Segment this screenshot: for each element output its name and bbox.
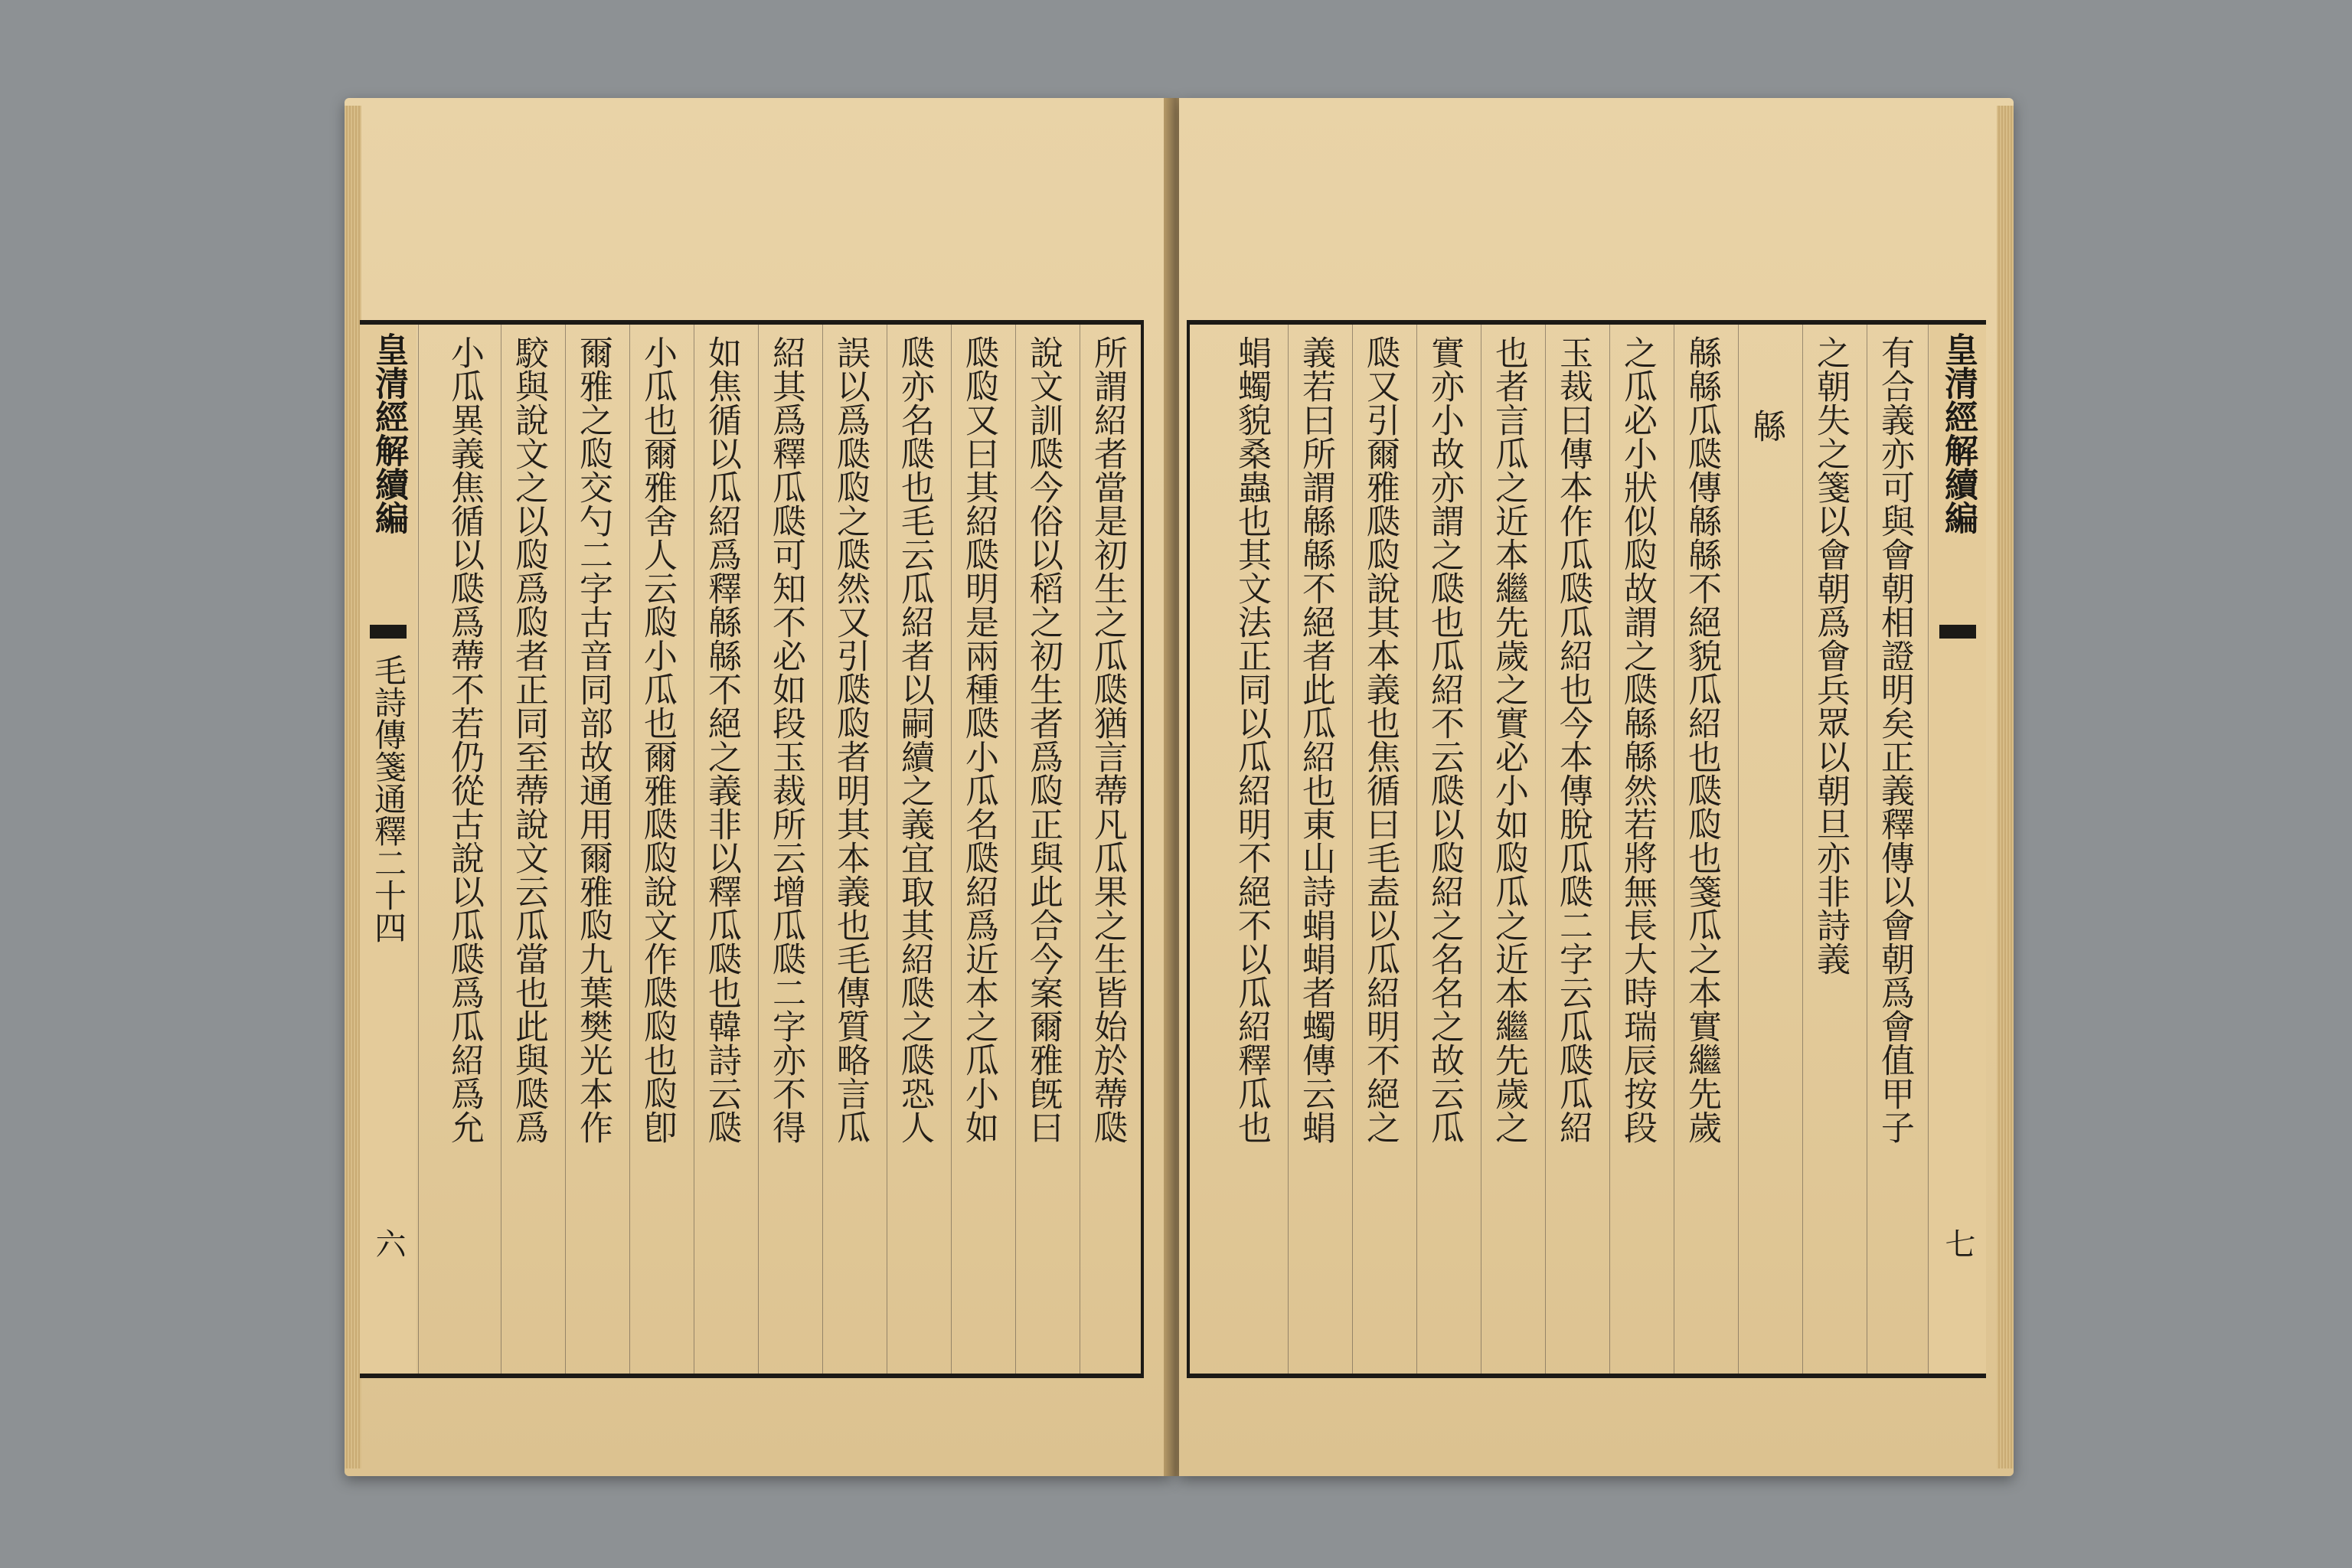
right-col-4: 緜緜瓜瓞傳緜緜不絕貌瓜紹也瓞瓝也箋瓜之本實繼先歲 (1682, 335, 1721, 1144)
right-text-frame (1187, 320, 1986, 1378)
left-page-edge (345, 106, 361, 1468)
left-col-10: 駮與說文之以瓝爲瓝者正同至蔕說文云瓜當也此與瓞爲 (509, 335, 548, 1144)
right-col-9: 瓞又引爾雅瓞瓝說其本義也焦循曰毛盍以瓜紹明不絕之 (1361, 335, 1400, 1144)
right-col-1: 有合義亦可與會朝相證明矣正義釋傳以會朝爲會值甲子 (1875, 335, 1914, 1144)
column-rule (951, 325, 952, 1374)
right-col-3-heading: 緜 (1746, 409, 1785, 443)
left-col-2: 說文訓瓞今俗以稻之初生者爲瓝正與此合今案爾雅旣曰 (1024, 335, 1063, 1144)
left-col-5: 誤以爲瓞瓝之瓞然又引瓞瓝者明其本義也毛傳質略言瓜 (831, 335, 870, 1144)
right-col-2: 之朝失之箋以會朝爲會兵眾以朝旦亦非詩義 (1811, 335, 1850, 975)
column-rule (418, 325, 419, 1374)
left-spine-subtitle: 毛詩傳箋通釋二十四 (370, 654, 407, 943)
left-folio-number: 六 (371, 1228, 406, 1259)
column-rule (1609, 325, 1610, 1374)
open-book (345, 98, 2014, 1476)
left-page (345, 98, 1171, 1476)
column-rule (1802, 325, 1803, 1374)
column-rule (565, 325, 566, 1374)
right-col-10: 義若曰所謂緜緜不絕者此瓜紹也東山詩蜎蜎者蠋傳云蜎 (1296, 335, 1335, 1144)
right-fishtail-mark (1939, 625, 1976, 639)
right-col-8: 實亦小故亦謂之瓞也瓜紹不云瓞以瓝紹之名名之故云瓜 (1425, 335, 1464, 1144)
column-rule (1288, 325, 1289, 1374)
right-col-7: 也者言瓜之近本繼先歲之實必小如瓝瓜之近本繼先歲之 (1489, 335, 1528, 1144)
left-col-1: 所謂紹者當是初生之瓜瓞猶言蔕凡瓜果之生皆始於蔕瓞 (1088, 335, 1127, 1144)
column-rule (1928, 325, 1929, 1374)
left-col-3: 瓞瓝又曰其紹瓞明是兩種瓞小瓜名瓞紹爲近本之瓜小如 (959, 335, 998, 1144)
left-col-9: 爾雅之瓝交勺二字古音同部故通用爾雅瓝九葉樊光本作 (573, 335, 612, 1144)
column-rule (629, 325, 630, 1374)
right-page (1179, 98, 2014, 1476)
left-fishtail-mark (370, 625, 407, 639)
column-rule (1352, 325, 1353, 1374)
column-rule (1015, 325, 1016, 1374)
column-rule (758, 325, 759, 1374)
right-spine-title: 皇清經解續編 (1939, 332, 1978, 534)
left-spine-column (360, 325, 416, 1374)
column-rule (822, 325, 823, 1374)
right-col-5: 之瓜必小狀似瓝故謂之瓞緜緜然若將無長大時瑞辰按段 (1618, 335, 1657, 1144)
right-spine-column (1929, 325, 1986, 1374)
left-col-4: 瓞亦名瓞也毛云瓜紹者以嗣續之義宜取其紹瓞之瓞恐人 (895, 335, 934, 1144)
right-col-11: 蜎蠋貌桑蟲也其文法正同以瓜紹明不絕不以瓜紹釋瓜也 (1232, 335, 1271, 1144)
right-page-edge (1997, 106, 2014, 1468)
left-col-7: 如焦循以瓜紹爲釋緜緜不絕之義非以釋瓜瓞也韓詩云瓞 (702, 335, 741, 1144)
left-text-frame (360, 320, 1144, 1378)
left-spine-title: 皇清經解續編 (369, 332, 408, 534)
right-col-6: 玉裁曰傳本作瓜瓞瓜紹也今本傳脫瓜瓞二字云瓜瓞瓜紹 (1553, 335, 1592, 1144)
column-rule (1545, 325, 1546, 1374)
left-col-6: 紹其爲釋瓜瓞可知不必如段玉裁所云增瓜瓞二字亦不得 (766, 335, 805, 1144)
left-col-11: 小瓜異義焦循以瓞爲蔕不若仍從古說以瓜瓞爲瓜紹爲允 (445, 335, 484, 1144)
right-folio-number: 七 (1940, 1228, 1975, 1259)
column-rule (1416, 325, 1417, 1374)
left-col-8: 小瓜也爾雅舍人云瓝小瓜也爾雅瓞瓝說文作瓞瓝也瓝卽 (638, 335, 677, 1144)
column-rule (1738, 325, 1739, 1374)
